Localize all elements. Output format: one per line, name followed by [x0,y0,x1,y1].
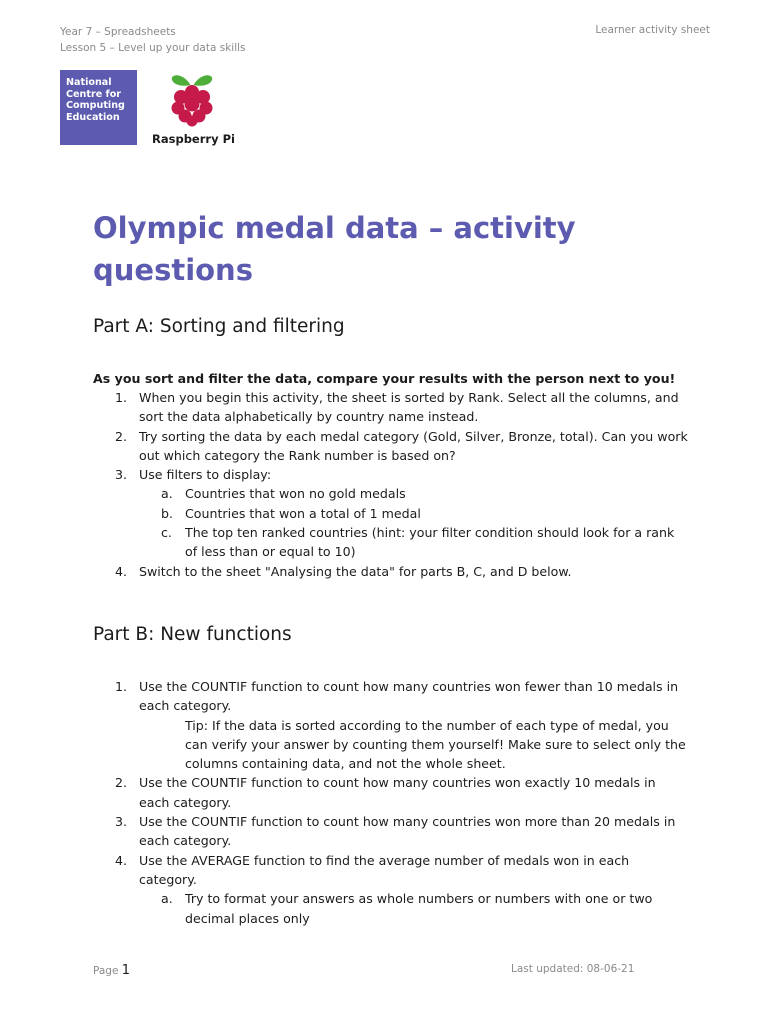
list-number: 3. [115,467,128,483]
page-number: 1 [121,963,131,978]
part-a-lead: As you sort and filter the data, compare your results with the person next to you! [93,371,676,386]
page-footer-left [93,963,130,978]
list-number: 4. [115,852,128,868]
list-item [93,388,688,427]
ncce-logo-line: Computing [66,100,125,111]
list-number: 1. [115,679,128,694]
list-text: Switch to the sheet "Analysing the data" for parts B, C, and D below. [139,563,572,579]
page-title: Olympic medal data – activity questions [93,211,576,287]
raspberry-pi-logo [152,70,242,146]
list-item [93,677,688,716]
part-b-heading: Part B: New functions [93,624,292,645]
part-a-list [93,388,688,581]
list-number: 2. [115,428,128,444]
list-text: Try sorting the data by each medal category (Gold, Silver, Bronze, total). Can you work out which category the Rank number is based on? [139,428,688,463]
last-updated: Last updated: 08-06-21 [511,963,635,975]
list-text: Use the COUNTIF function to count how many countries won more than 20 medals in each category. [139,814,676,849]
sub-list-item [93,523,688,562]
ncce-logo-line: Centre for [66,88,122,100]
list-text: Use filters to display: [139,467,272,483]
list-number: 2. [115,775,128,791]
list-item [93,465,688,484]
sub-list-item [93,889,688,928]
sub-list-letter: a. [161,891,173,907]
list-number: 4. [115,563,128,579]
list-number: 3. [115,814,128,830]
raspberry-icon [166,70,218,128]
doc-type-label: Learner activity sheet [595,24,710,36]
sub-list-item [93,504,688,523]
list-text: Use the AVERAGE function to find the average number of medals won in each category. [139,852,630,887]
ncce-logo [60,70,137,145]
sub-list-text: Countries that won a total of 1 medal [185,505,421,521]
ncce-logo-line: National [66,77,112,88]
page-header-left [60,24,246,56]
list-item [93,562,688,581]
page-label: Page [93,965,119,977]
course-name: Year 7 – Spreadsheets [60,26,176,38]
tip-text: Tip: If the data is sorted according to the number of each type of medal, you can verify your answer by counting them yourself! Make sure to select only the columns containing data, and not the whole sheet. [185,717,686,772]
sub-list-letter: b. [161,505,173,521]
list-text: Use the COUNTIF function to count how many countries won exactly 10 medals in each category. [139,775,656,810]
lesson-name: Lesson 5 – Level up your data skills [60,42,246,54]
part-a-heading: Part A: Sorting and filtering [93,316,345,337]
raspberry-pi-label: Raspberry Pi [152,132,235,146]
sub-list-letter: c. [161,525,172,541]
list-text: Use the COUNTIF function to count how many countries won fewer than 10 medals in each category. [139,679,679,714]
list-item [93,427,688,466]
sub-list-text: The top ten ranked countries (hint: your filter condition should look for a rank of less than or equal to 10) [185,525,675,560]
list-text: When you begin this activity, the sheet is sorted by Rank. Select all the columns, and sort the data alphabetically by country name instead. [139,390,679,425]
list-item [93,773,688,812]
sub-list-text: Try to format your answers as whole numbers or numbers with one or two decimal places only [185,891,653,926]
sub-list-text: Countries that won no gold medals [185,486,406,502]
sub-list-letter: a. [161,486,173,502]
sub-list-item [93,484,688,503]
list-item [93,851,688,890]
list-number: 1. [115,390,128,405]
list-item [93,812,688,851]
ncce-logo-line: Education [66,111,120,123]
part-b-list [93,677,688,928]
